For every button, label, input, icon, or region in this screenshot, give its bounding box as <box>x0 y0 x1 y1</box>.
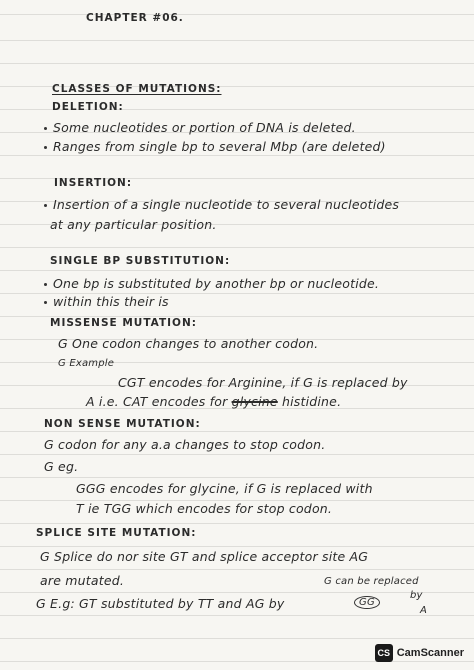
missense-line-3: CGT encodes for Arginine, if G is replaced by <box>118 375 408 390</box>
splice-line-3: G E.g: GT substituted by TT and AG by <box>36 596 285 611</box>
nonsense-line-1: G codon for any a.a changes to stop codon. <box>44 437 326 452</box>
splice-side-by: by <box>410 590 423 601</box>
bullet <box>44 301 47 304</box>
single-bp-line-1: One bp is substituted by another bp or nucleotide. <box>44 276 379 291</box>
nonsense-line-4: T ie TGG which encodes for stop codon. <box>76 501 333 516</box>
insertion-line-2: at any particular position. <box>50 217 217 232</box>
nonsense-heading: NON SENSE MUTATION: <box>44 418 201 430</box>
missense-line-4: A i.e. CAT encodes for glycine histidine. <box>86 394 342 409</box>
missense-heading: MISSENSE MUTATION: <box>50 317 197 329</box>
bullet <box>44 127 47 130</box>
deletion-point-1: Some nucleotides or portion of DNA is deleted. <box>44 120 356 135</box>
camscanner-watermark <box>375 644 464 662</box>
missense-line-2: G Example <box>58 358 115 369</box>
insertion-line-1: Insertion of a single nucleotide to several nucleotides <box>44 197 399 212</box>
chapter-title: CHAPTER #06. <box>86 12 184 24</box>
splice-side-note: G can be replaced <box>324 576 419 587</box>
insertion-heading: INSERTION: <box>54 177 133 189</box>
splice-line-1: G Splice do nor site GT and splice acceptor site AG <box>40 549 369 564</box>
deletion-point-2: Ranges from single bp to several Mbp (are deleted) <box>44 139 386 154</box>
classes-heading: CLASSES OF MUTATIONS: <box>52 83 222 95</box>
nonsense-line-3: GGG encodes for glycine, if G is replaced with <box>76 481 373 496</box>
camscanner-logo-icon: CS <box>375 644 393 662</box>
nonsense-line-2: G eg. <box>44 459 79 474</box>
splice-side-a: A <box>420 605 428 616</box>
bullet <box>44 204 47 207</box>
single-bp-heading: SINGLE BP SUBSTITUTION: <box>50 255 231 267</box>
single-bp-line-2: within this their is <box>44 294 169 309</box>
missense-line-1: G One codon changes to another codon. <box>58 336 319 351</box>
struck-word: glycine <box>231 394 278 409</box>
camscanner-name: CamScanner <box>396 647 464 659</box>
bullet <box>44 146 47 149</box>
splice-heading: SPLICE SITE MUTATION: <box>36 527 197 539</box>
deletion-heading: DELETION: <box>52 101 124 113</box>
splice-line-2: are mutated. <box>40 573 125 588</box>
bullet <box>44 283 47 286</box>
circled-gg: GG <box>354 596 380 609</box>
